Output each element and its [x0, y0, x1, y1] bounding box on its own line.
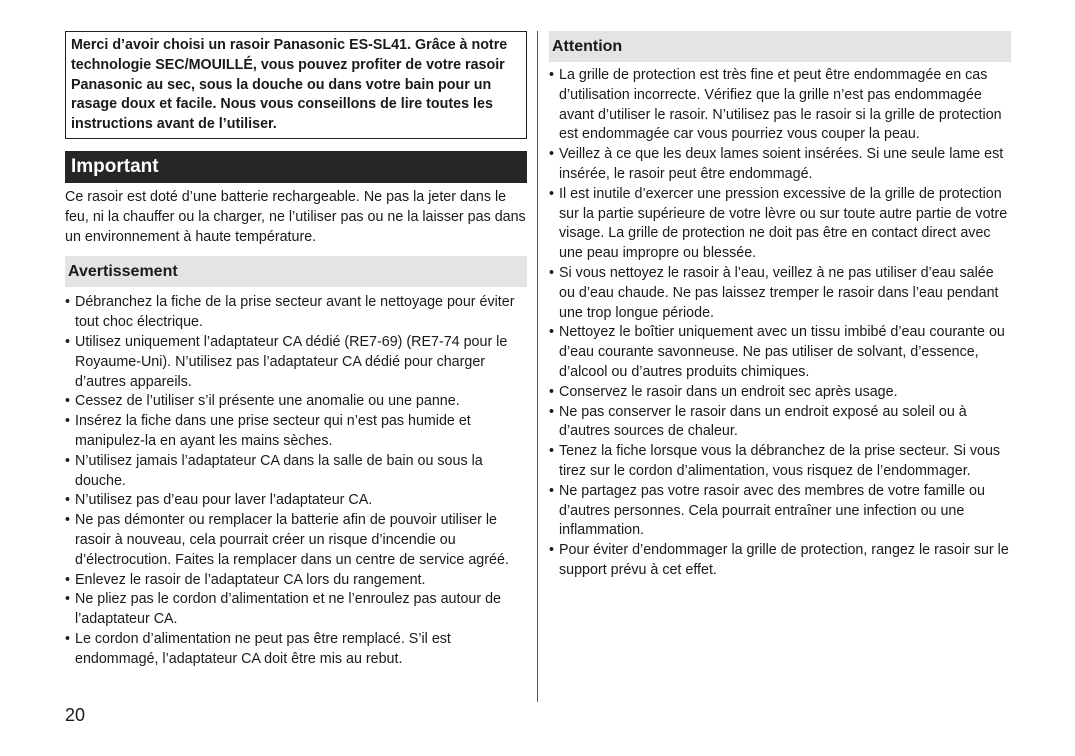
bullet: • — [549, 146, 555, 163]
list-item-text: Le cordon d’alimentation ne peut pas être remplacé. S’il est endommagé, l’adaptateur CA doit être mis au rebut. — [75, 630, 451, 667]
bullet: • — [549, 403, 555, 420]
bullet: • — [65, 591, 71, 608]
list-item-text: Cessez de l’utiliser s’il présente une anomalie ou une panne. — [75, 393, 460, 410]
bullet: • — [65, 571, 71, 588]
list-item-text: Ne partagez pas votre rasoir avec des membres de votre famille ou d’autres personnes. Cela pourrait entraîner une infection ou une inflammation. — [559, 482, 985, 539]
list-item — [65, 293, 527, 333]
list-item-text: Veillez à ce que les deux lames soient insérées. Si une seule lame est insérée, le rasoir peut être endommagé. — [559, 146, 1004, 182]
list-item-text: Ne pas démonter ou remplacer la batterie afin de pouvoir utiliser le rasoir à nouveau, cela pourrait créer un risque d’incendie ou d’électrocution. Faites la remplacer dans un centre de service agréé. — [75, 512, 509, 568]
list-item — [549, 264, 1011, 323]
list-item — [65, 571, 527, 591]
attention-heading: Attention — [549, 31, 1011, 62]
list-item — [549, 482, 1011, 541]
attention-list — [549, 66, 1011, 581]
bullet: • — [549, 264, 555, 281]
list-item-text: N’utilisez pas d’eau pour laver l’adaptateur CA. — [75, 492, 373, 509]
bullet: • — [65, 294, 71, 311]
bullet: • — [549, 443, 555, 460]
list-item — [65, 392, 527, 412]
list-item — [65, 412, 527, 452]
bullet: • — [549, 383, 555, 400]
bullet: • — [65, 512, 71, 529]
list-item-text: Ne pliez pas le cordon d’alimentation et ne l’enroulez pas autour de l’adaptateur CA. — [75, 591, 501, 628]
left-column — [65, 31, 527, 670]
list-item-text: Insérez la fiche dans une prise secteur qui n’est pas humide et manipulez-la en ayant les mains sèches. — [75, 413, 471, 449]
list-item — [549, 541, 1011, 581]
list-item-text: Pour éviter d’endommager la grille de protection, rangez le rasoir sur le support prévu à cet effet. — [559, 542, 1009, 578]
list-item — [65, 630, 527, 670]
list-item-text: N’utilisez jamais l’adaptateur CA dans la salle de bain ou sous la douche. — [75, 452, 483, 489]
important-heading: Important — [65, 151, 527, 183]
avertissement-heading: Avertissement — [65, 256, 527, 287]
list-item-text: Si vous nettoyez le rasoir à l’eau, veillez à ne pas utiliser d’eau salée ou d’eau chaude. Ne pas laissez tremper le rasoir dans l’eau pendant une trop longue période. — [559, 264, 999, 321]
list-item — [549, 185, 1011, 264]
bullet: • — [65, 492, 71, 509]
list-item — [549, 323, 1011, 382]
list-item-text: Utilisez uniquement l’adaptateur CA dédié (RE7-69) (RE7-74 pour le Royaume-Uni). N’utilisez pas l’adaptateur CA dédié pour charger d’autres appareils. — [75, 333, 508, 390]
list-item — [65, 333, 527, 392]
important-paragraph: Ce rasoir est doté d’une batterie rechargeable. Ne pas la jeter dans le feu, ni la chauffer ou la charger, ne l’utiliser pas ou ne la laisser pas dans un environnement à haute température. — [65, 188, 526, 245]
list-item-text: Ne pas conserver le rasoir dans un endroit exposé au soleil ou à d’autres sources de chaleur. — [559, 403, 967, 440]
list-item — [549, 383, 1011, 403]
bullet: • — [549, 482, 555, 499]
avertissement-list — [65, 293, 527, 669]
bullet: • — [549, 542, 555, 559]
list-item-text: Tenez la fiche lorsque vous la débranchez de la prise secteur. Si vous tirez sur le cordon d’alimentation, vous risquez de l’endommager. — [559, 443, 1001, 479]
bullet: • — [65, 452, 71, 469]
list-item — [549, 403, 1011, 443]
list-item — [65, 452, 527, 492]
list-item — [549, 145, 1011, 185]
list-item-text: Nettoyez le boîtier uniquement avec un tissu imbibé d’eau courante ou d’eau courante savonneuse. Ne pas utiliser de solvant, d’essence, d’alcool ou d’autres produits chimiques. — [559, 324, 1005, 380]
page-number: 20 — [65, 705, 86, 725]
column-divider — [537, 31, 538, 702]
list-item-text: Il est inutile d’exercer une pression excessive de la grille de protection sur la partie supérieure de votre lèvre ou sur toute autre partie de votre visage. La grille de protection ne doit pas être en contact direct avec une peau impropre ou blessée. — [559, 185, 1008, 262]
bullet: • — [65, 413, 71, 430]
list-item — [65, 491, 527, 511]
list-item — [65, 511, 527, 570]
list-item-text: Débranchez la fiche de la prise secteur avant le nettoyage pour éviter tout choc électrique. — [75, 294, 515, 331]
list-item-text: Enlevez le rasoir de l’adaptateur CA lors du rangement. — [75, 571, 426, 588]
list-item-text: La grille de protection est très fine et peut être endommagée en cas d’utilisation incorrecte. Vérifiez que la grille n’est pas endommagée avant d’utiliser le rasoir. N’utilisez pas le rasoir si la grille de protection est endommagée car vous pourriez vous couper la peau. — [559, 67, 1002, 143]
bullet: • — [549, 185, 555, 202]
list-item — [549, 442, 1011, 482]
bullet: • — [65, 333, 71, 350]
list-item — [549, 66, 1011, 145]
bullet: • — [549, 67, 555, 83]
intro-box: Merci d’avoir choisi un rasoir Panasonic ES-SL41. Grâce à notre technologie SEC/MOUILLÉ, vous pouvez profiter de votre rasoir Panasonic au sec, sous la douche ou dans votre bain pour un rasage doux et facile. Nous vous conseillons de lire toutes les instructions avant de l’utiliser. — [65, 31, 527, 139]
list-item — [65, 590, 527, 630]
bullet: • — [549, 324, 555, 341]
bullet: • — [65, 393, 71, 410]
bullet: • — [65, 630, 71, 647]
list-item-text: Conservez le rasoir dans un endroit sec après usage. — [559, 383, 898, 400]
right-column — [549, 31, 1011, 581]
